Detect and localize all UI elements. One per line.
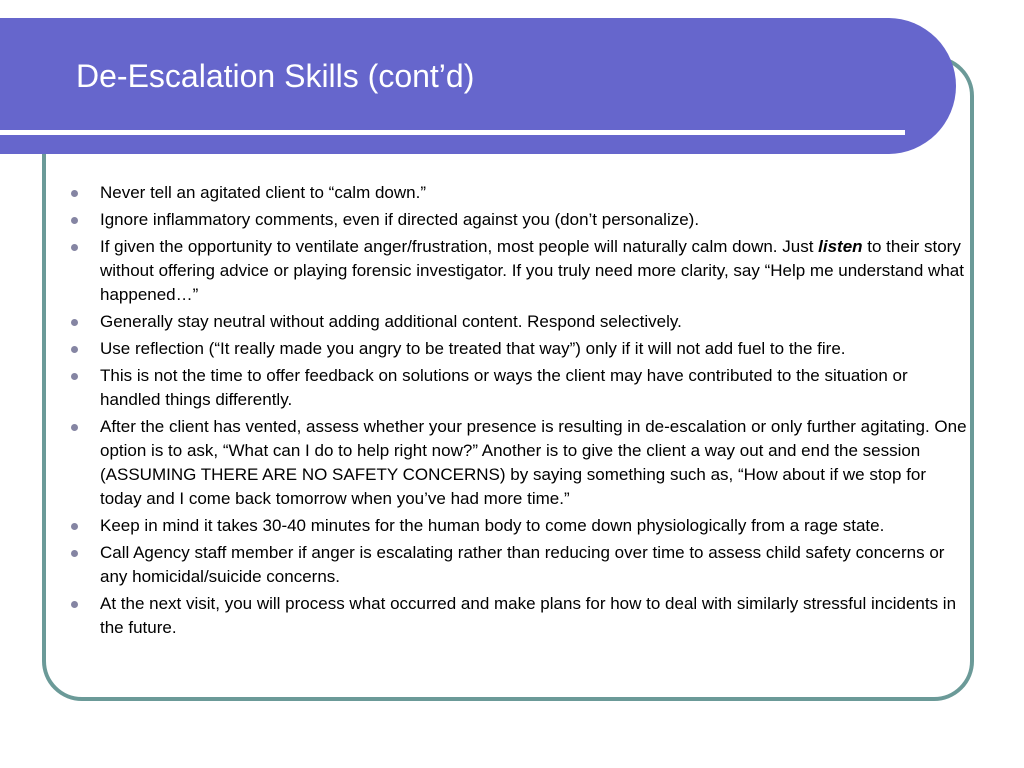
bullet-text: Call Agency staff member if anger is escalating rather than reducing over time to assess child safety concerns or any homicidal/suicide concerns. (100, 543, 945, 586)
bullet-list (70, 181, 970, 643)
bullet-dot-icon (71, 523, 78, 530)
bullet-item (70, 310, 970, 334)
title-underline (0, 130, 905, 135)
bullet-text: Ignore inflammatory comments, even if directed against you (don’t personalize). (100, 210, 700, 229)
bullet-text: This is not the time to offer feedback on solutions or ways the client may have contributed to the situation or handled things differently. (100, 366, 908, 409)
bullet-dot-icon (71, 373, 78, 380)
bullet-dot-icon (71, 190, 78, 197)
slide-title: De-Escalation Skills (cont’d) (76, 58, 475, 94)
bullet-dot-icon (71, 217, 78, 224)
bullet-text-post: to their story without offering advice or playing forensic investigator. If you truly need more clarity, say “Help me understand what happened…” (100, 237, 964, 304)
bullet-text: Generally stay neutral without adding additional content. Respond selectively. (100, 312, 682, 331)
bullet-text: Never tell an agitated client to “calm down.” (100, 183, 426, 202)
bullet-emphasis: listen (818, 237, 863, 256)
bullet-item (70, 364, 970, 412)
bullet-item (70, 235, 970, 307)
bullet-text: Keep in mind it takes 30-40 minutes for the human body to come down physiologically from a rage state. (100, 516, 885, 535)
bullet-dot-icon (71, 550, 78, 557)
bullet-item (70, 415, 970, 511)
bullet-text: At the next visit, you will process what occurred and make plans for how to deal with similarly stressful incidents in the future. (100, 594, 957, 637)
bullet-dot-icon (71, 346, 78, 353)
bullet-text-pre: If given the opportunity to ventilate anger/frustration, most people will naturally calm down. Just (100, 237, 819, 256)
bullet-text: After the client has vented, assess whether your presence is resulting in de-escalation or only further agitating. One option is to ask, “What can I do to help right now?” Another is to give the client a way out and end the session (ASSUMING THERE ARE NO SAFETY CONCERNS) by saying something such as, “How about if we stop for today and I come back tomorrow when you’ve had more time.” (100, 417, 967, 508)
bullet-item (70, 514, 970, 538)
bullet-item (70, 208, 970, 232)
bullet-dot-icon (71, 424, 78, 431)
bullet-text: Use reflection (“It really made you angry to be treated that way”) only if it will not add fuel to the fire. (100, 339, 846, 358)
bullet-item (70, 541, 970, 589)
bullet-dot-icon (71, 601, 78, 608)
bullet-dot-icon (71, 244, 78, 251)
bullet-item (70, 592, 970, 640)
bullet-dot-icon (71, 319, 78, 326)
bullet-item (70, 181, 970, 205)
bullet-item (70, 337, 970, 361)
